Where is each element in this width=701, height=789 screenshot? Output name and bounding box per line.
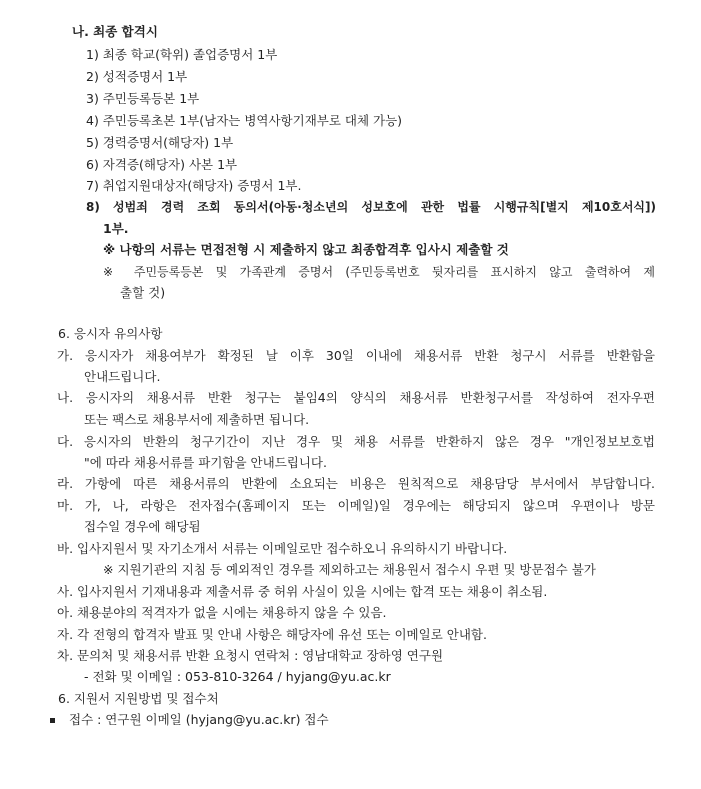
notice-line: 차. 문의처 및 채용서류 반환 요청시 연락처 : 영남대학교 장하영 연구원 [57,648,444,663]
contact-line: - 전화 및 이메일 : 053-810-3264 / hyjang@yu.ac.kr [84,669,391,684]
section-apply-title: 6. 지원서 지원방법 및 접수처 [58,691,219,706]
notice-line: 접수일 경우에 해당됨 [84,519,201,534]
section-notice-title: 6. 응시자 유의사항 [58,326,163,341]
notice-line: 다. 응시자의 반환의 청구기간이 지난 경우 및 채용 서류를 반환하지 않은 경우 "개인정보보호법 [57,434,655,449]
section-final-title: 나. 최종 합격시 [72,24,158,39]
notice-line: "에 따라 채용서류를 파기함을 안내드립니다. [84,455,327,470]
notice-line: 자. 각 전형의 합격자 발표 및 안내 사항은 해당자에 유선 또는 이메일로 안내함. [57,627,487,642]
notice-line: 사. 입사지원서 기재내용과 제출서류 중 허위 사실이 있을 시에는 합격 또는 채용이 취소됨. [57,584,548,599]
note: ※ 주민등록등본 및 가족관계 증명서 (주민등록번호 뒷자리를 표시하지 않고 출력하여 제 [103,265,655,279]
list-item: 6) 자격증(해당자) 사본 1부 [86,157,238,172]
list-item: 4) 주민등록초본 1부(남자는 병역사항기재부로 대체 가능) [86,113,403,128]
apply-bullet-text: 접수 : 연구원 이메일 (hyjang@yu.ac.kr) 접수 [69,712,329,727]
notice-line: 안내드립니다. [84,369,161,384]
notice-line: 또는 팩스로 채용부서에 제출하면 됩니다. [84,412,310,427]
apply-bullet-item [50,712,329,728]
list-item: 5) 경력증명서(해당자) 1부 [86,135,234,150]
notice-line: 라. 가항에 따른 채용서류의 반환에 소요되는 비용은 원칙적으로 채용담당 부서에서 부담합니다. [57,476,655,491]
notice-line: 마. 가, 나, 라항은 전자접수(홈페이지 또는 이메일)일 경우에는 해당되지 않으며 우편이나 방문 [57,498,655,513]
notice-line: 바. 입사지원서 및 자기소개서 서류는 이메일로만 접수하오니 유의하시기 바랍니다. [57,541,508,556]
notice-line: 아. 채용분야의 적격자가 없을 시에는 채용하지 않을 수 있음. [57,605,387,620]
list-item: 3) 주민등록등본 1부 [86,91,200,106]
note: ※ 나항의 서류는 면접전형 시 제출하지 않고 최종합격후 입사시 제출할 것 [103,242,509,257]
list-item: 8) 성범죄 경력 조회 동의서(아동·청소년의 성보호에 관한 법률 시행규칙[별지 제10호서식]) [86,200,656,214]
list-item: 2) 성적증명서 1부 [86,69,188,84]
notice-line: 나. 응시자의 채용서류 반환 청구는 붙임4의 양식의 채용서류 반환청구서를 작성하여 전자우편 [57,390,655,405]
note-cont: 출할 것) [120,285,166,300]
list-item: 1) 최종 학교(학위) 졸업증명서 1부 [86,47,278,62]
square-bullet-icon [50,718,55,723]
notice-line: 가. 응시자가 채용여부가 확정된 날 이후 30일 이내에 채용서류 반환 청구시 서류를 반환함을 [57,348,655,363]
list-item-cont: 1부. [103,221,129,236]
notice-line: ※ 지원기관의 지침 등 예외적인 경우를 제외하고는 채용원서 접수시 우편 및 방문접수 불가 [103,562,596,577]
list-item: 7) 취업지원대상자(해당자) 증명서 1부. [86,178,302,193]
